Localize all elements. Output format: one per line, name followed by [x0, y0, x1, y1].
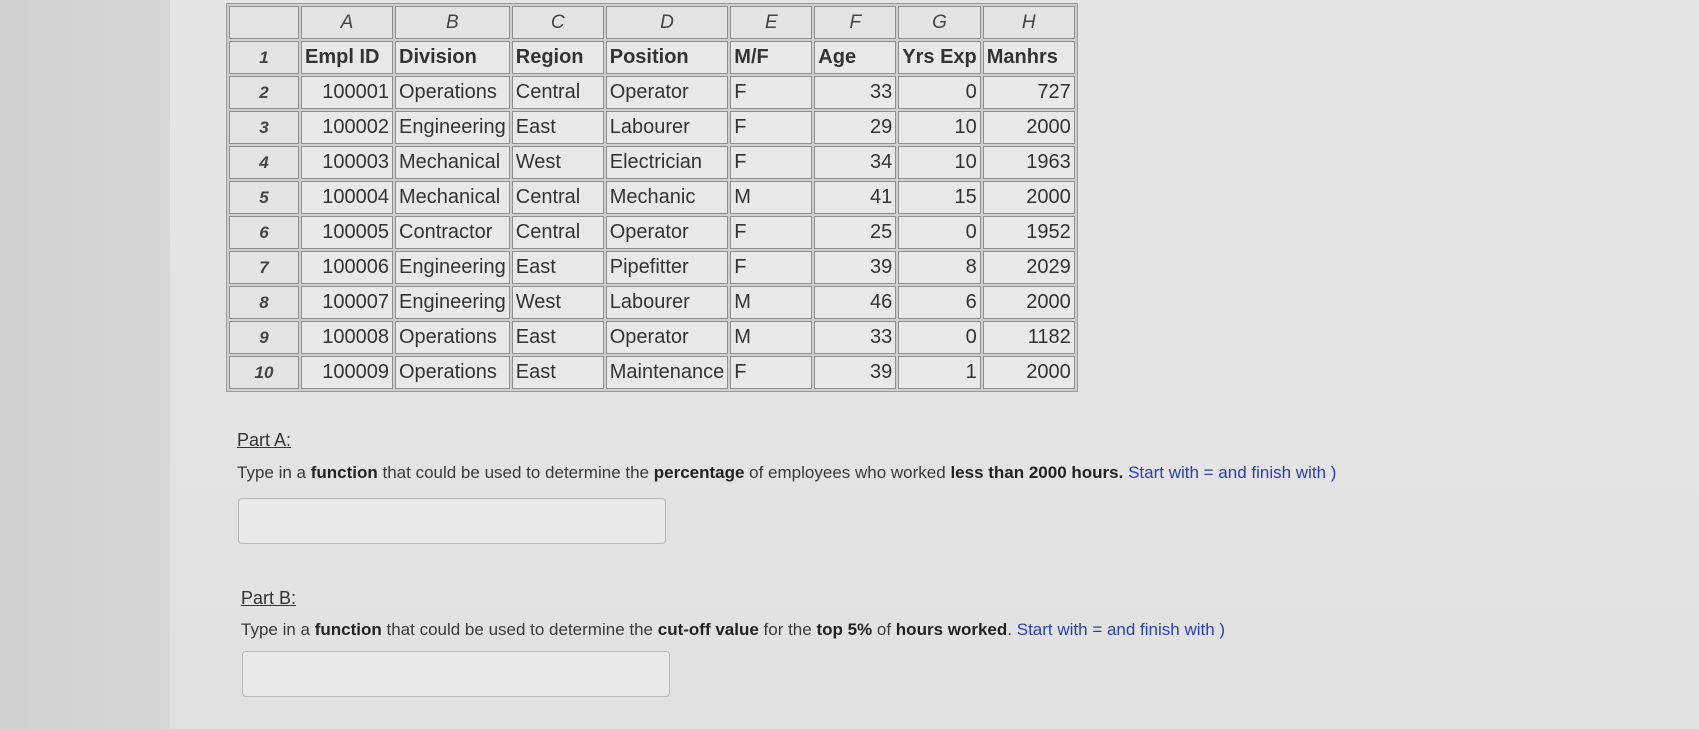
corner-cell [229, 6, 299, 39]
part-b-answer-input[interactable] [242, 651, 670, 697]
cell-yrs-exp: 0 [898, 216, 980, 249]
column-header-b: B [395, 6, 510, 39]
cell-region: East [512, 321, 604, 354]
cell-division: Mechanical [395, 146, 510, 179]
header-empl-id: Empl ID [301, 41, 393, 74]
part-a-text: that could be used to determine the [377, 463, 654, 482]
cell-age: 33 [814, 321, 896, 354]
header-yrs-exp: Yrs Exp [898, 41, 980, 74]
part-b-question [241, 620, 1225, 640]
row-number: 7 [229, 251, 299, 284]
part-b-text: for the [758, 620, 817, 639]
cell-region: East [512, 251, 604, 284]
cell-division: Operations [395, 356, 510, 389]
cell-age: 25 [814, 216, 896, 249]
cell-division: Engineering [395, 251, 510, 284]
cell-yrs-exp: 0 [898, 76, 980, 109]
row-number: 6 [229, 216, 299, 249]
part-b-title: Part B: [241, 588, 297, 608]
cell-position: Labourer [606, 111, 729, 144]
cell-position: Mechanic [606, 181, 729, 214]
part-b-hint: Start with = and finish with ) [1016, 620, 1226, 639]
cell-manhrs: 1952 [983, 216, 1075, 249]
cell-yrs-exp: 0 [898, 321, 980, 354]
table-row [229, 321, 1075, 354]
column-header-e: E [730, 6, 812, 39]
cell-mf: F [730, 111, 812, 144]
part-a-text: of employees who worked [744, 463, 951, 482]
cell-empl-id: 100005 [301, 216, 393, 249]
cell-mf: M [730, 181, 812, 214]
part-b-text: of [872, 620, 896, 639]
cell-manhrs: 2000 [983, 181, 1075, 214]
cell-empl-id: 100004 [301, 181, 393, 214]
cell-empl-id: 100009 [301, 356, 393, 389]
cell-position: Labourer [606, 286, 729, 319]
row-number: 10 [229, 356, 299, 389]
cell-empl-id: 100006 [301, 251, 393, 284]
cell-region: East [512, 356, 604, 389]
cell-region: Central [512, 216, 604, 249]
column-header-f: F [814, 6, 896, 39]
cell-manhrs: 2000 [983, 356, 1075, 389]
part-a-text: Type in a [237, 463, 311, 482]
cell-mf: F [730, 146, 812, 179]
header-position: Position [606, 41, 729, 74]
cell-empl-id: 100002 [301, 111, 393, 144]
part-a-bold: percentage [653, 463, 745, 482]
row-number: 4 [229, 146, 299, 179]
part-a-bold: less than 2000 hours. [950, 463, 1124, 482]
cell-mf: F [730, 356, 812, 389]
table-row [229, 251, 1075, 284]
part-b-text: that could be used to determine the [381, 620, 658, 639]
row-number: 5 [229, 181, 299, 214]
cell-age: 41 [814, 181, 896, 214]
cell-position: Operator [606, 321, 729, 354]
row-number: 1 [229, 41, 299, 74]
row-number: 9 [229, 321, 299, 354]
table-row [229, 146, 1075, 179]
cell-position: Pipefitter [606, 251, 729, 284]
cell-empl-id: 100007 [301, 286, 393, 319]
spreadsheet-table [226, 3, 1078, 392]
cell-age: 46 [814, 286, 896, 319]
table-row [229, 76, 1075, 109]
cell-manhrs: 1963 [983, 146, 1075, 179]
header-mf: M/F [730, 41, 812, 74]
cell-yrs-exp: 8 [898, 251, 980, 284]
header-manhrs: Manhrs [983, 41, 1075, 74]
cell-region: West [512, 146, 604, 179]
table-row [229, 286, 1075, 319]
table-row [229, 216, 1075, 249]
cell-age: 29 [814, 111, 896, 144]
cell-division: Engineering [395, 286, 510, 319]
column-header-c: C [512, 6, 604, 39]
cell-age: 34 [814, 146, 896, 179]
cell-yrs-exp: 10 [898, 111, 980, 144]
cell-empl-id: 100003 [301, 146, 393, 179]
part-a-question [237, 463, 1336, 483]
cell-mf: F [730, 76, 812, 109]
cell-yrs-exp: 10 [898, 146, 980, 179]
cell-division: Operations [395, 76, 510, 109]
cell-mf: M [730, 321, 812, 354]
cell-division: Mechanical [395, 181, 510, 214]
header-division: Division [395, 41, 510, 74]
cell-division: Operations [395, 321, 510, 354]
part-a-hint: Start with = and finish with ) [1128, 463, 1337, 482]
part-b-bold: top 5% [816, 620, 873, 639]
row-number: 2 [229, 76, 299, 109]
part-a-bold: function [310, 463, 378, 482]
cell-position: Operator [606, 76, 729, 109]
row-number: 8 [229, 286, 299, 319]
part-a-title: Part A: [237, 430, 292, 450]
column-header-g: G [898, 6, 980, 39]
table-row [229, 181, 1075, 214]
cell-region: West [512, 286, 604, 319]
cell-manhrs: 2029 [983, 251, 1075, 284]
table-row [229, 356, 1075, 389]
cell-region: East [512, 111, 604, 144]
cell-mf: M [730, 286, 812, 319]
part-a-answer-input[interactable] [238, 498, 666, 544]
row-number: 3 [229, 111, 299, 144]
cell-age: 33 [814, 76, 896, 109]
cell-manhrs: 1182 [983, 321, 1075, 354]
cell-division: Contractor [395, 216, 510, 249]
cell-manhrs: 2000 [983, 286, 1075, 319]
column-header-h: H [983, 6, 1075, 39]
cell-position: Electrician [606, 146, 729, 179]
left-margin [0, 0, 170, 729]
cell-region: Central [512, 76, 604, 109]
cell-empl-id: 100008 [301, 321, 393, 354]
header-age: Age [814, 41, 896, 74]
cell-position: Maintenance [606, 356, 729, 389]
table-row [229, 111, 1075, 144]
part-b-text: Type in a [241, 620, 315, 639]
cell-age: 39 [814, 251, 896, 284]
cell-yrs-exp: 6 [898, 286, 980, 319]
part-b-bold: hours worked [895, 620, 1008, 639]
cell-manhrs: 2000 [983, 111, 1075, 144]
header-region: Region [512, 41, 604, 74]
field-header-row [229, 41, 1075, 74]
cell-yrs-exp: 15 [898, 181, 980, 214]
cell-region: Central [512, 181, 604, 214]
cell-empl-id: 100001 [301, 76, 393, 109]
part-b-text: . [1007, 620, 1012, 639]
cell-age: 39 [814, 356, 896, 389]
part-b-bold: function [314, 620, 382, 639]
cell-position: Operator [606, 216, 729, 249]
cell-yrs-exp: 1 [898, 356, 980, 389]
cell-manhrs: 727 [983, 76, 1075, 109]
part-b-bold: cut-off value [657, 620, 759, 639]
column-header-a: A [301, 6, 393, 39]
cell-mf: F [730, 251, 812, 284]
cell-mf: F [730, 216, 812, 249]
column-header-d: D [606, 6, 729, 39]
cell-division: Engineering [395, 111, 510, 144]
column-header-row [229, 6, 1075, 39]
